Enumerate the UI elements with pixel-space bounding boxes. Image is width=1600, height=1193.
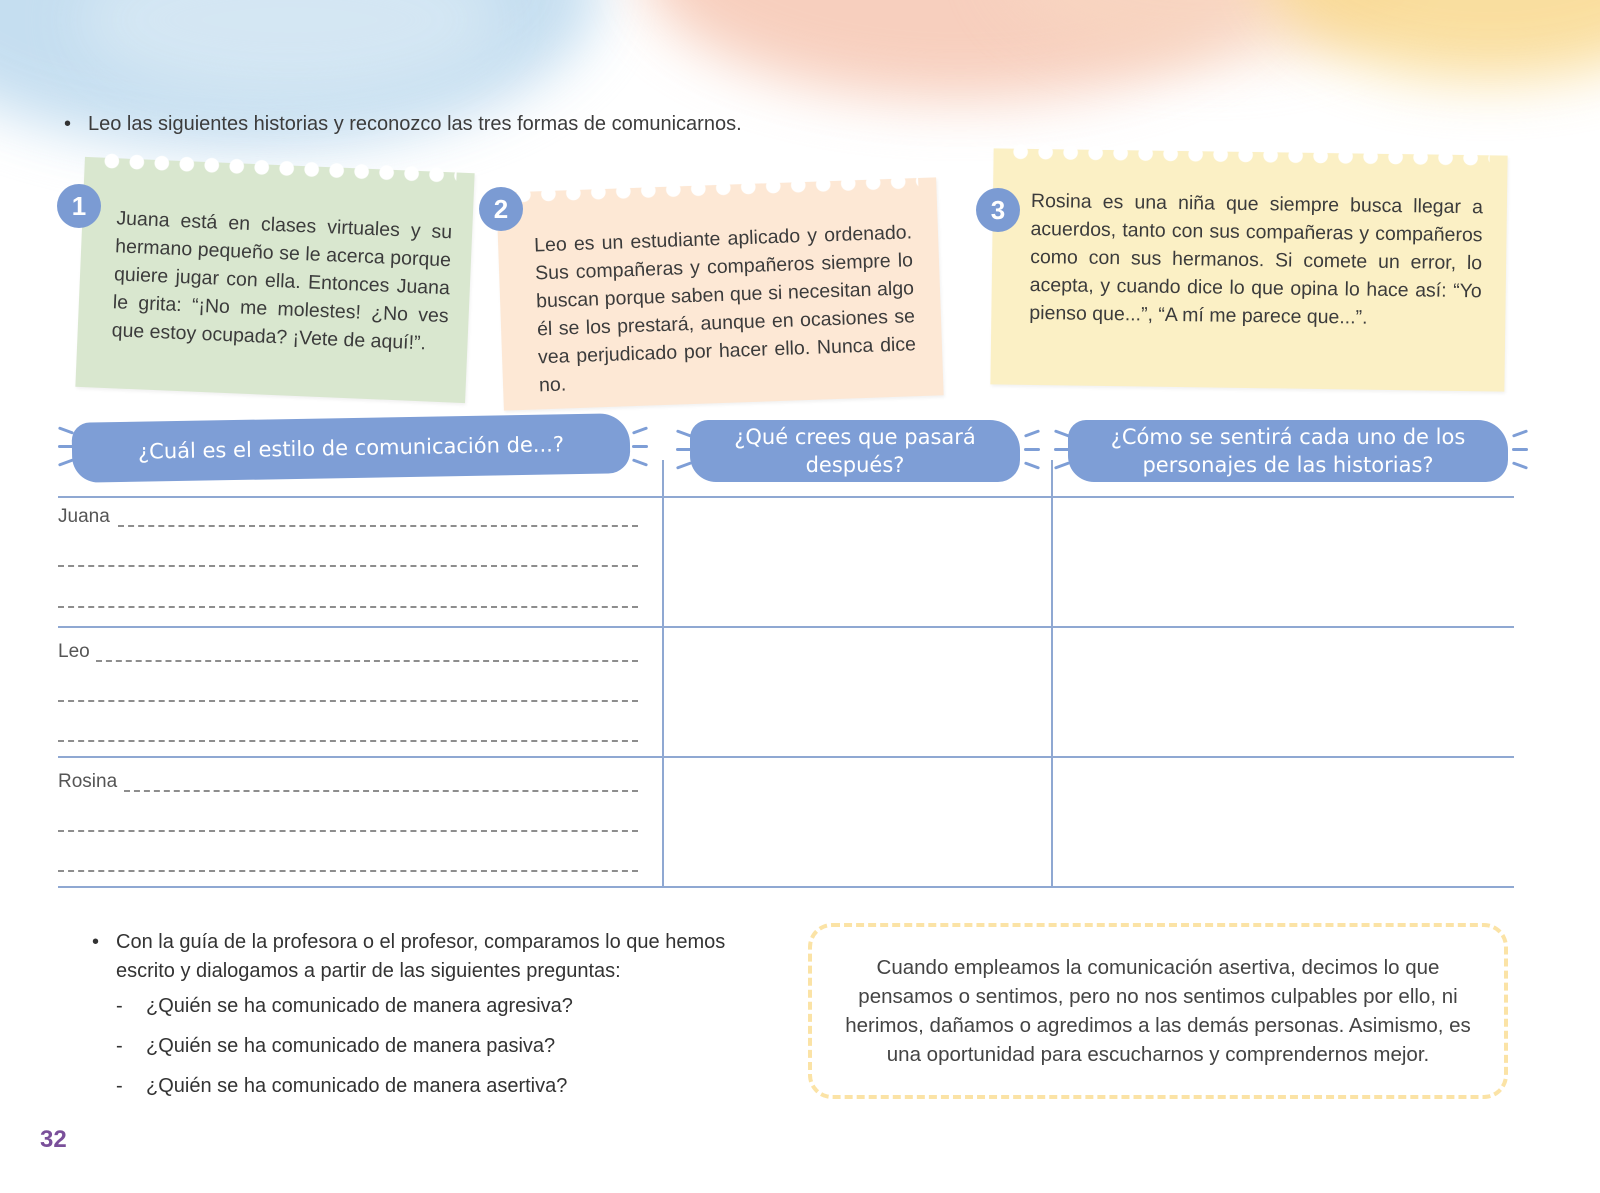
notebook-holes — [1011, 141, 1489, 170]
answer-cell-juana-feeling[interactable] — [1055, 500, 1511, 624]
answer-cell-juana-next[interactable] — [666, 500, 1048, 624]
answer-cell-rosina-next[interactable] — [666, 760, 1048, 884]
banner-ticks-right — [1024, 428, 1042, 472]
column-header-communication-style: ¿Cuál es el estilo de comunicación de...? — [72, 413, 631, 483]
answer-line-rosina-3[interactable] — [58, 870, 638, 872]
banner-ticks-right — [1512, 428, 1530, 472]
discussion-section — [116, 928, 776, 1112]
banner-ticks-right — [632, 425, 650, 469]
story-number-badge-3: 3 — [976, 188, 1020, 232]
table-column-divider — [1051, 460, 1053, 888]
discussion-question: - ¿Quién se ha comunicado de manera asertiva? — [116, 1072, 776, 1101]
page-number: 32 — [40, 1126, 67, 1153]
story-text-1: Juana está en clases virtuales y su hermano pequeño se le acerca porque quiere jugar con ella. Entonces Juana le grita: “¡No me molestes! ¿No ves que estoy ocupada? ¡Vete de aquí!”. — [111, 207, 453, 355]
answer-line-rosina-2[interactable] — [58, 830, 638, 832]
story-note-1 — [75, 157, 474, 403]
column-header-what-happens-next: ¿Qué crees que pasará después? — [690, 420, 1020, 482]
row-label-rosina: Rosina — [58, 771, 118, 792]
assertive-communication-callout — [808, 923, 1508, 1099]
callout-text: Cuando empleamos la comunicación asertiva, decimos lo que pensamos o sentimos, pero no nos sentimos culpables por ello, ni herimos, dañamos o agredimos a las demás personas. Asimismo, es una oportunidad para escucharnos y comprendernos mejor. — [845, 956, 1471, 1066]
notebook-holes — [102, 150, 457, 187]
table-column-divider — [662, 460, 664, 888]
discussion-question: - ¿Quién se ha comunicado de manera pasiva? — [116, 1032, 776, 1061]
answer-cell-leo-feeling[interactable] — [1055, 630, 1511, 754]
story-note-2 — [496, 177, 943, 410]
story-number-badge-1: 1 — [57, 184, 101, 228]
discussion-question-list — [116, 992, 776, 1101]
row-label-leo: Leo — [58, 641, 90, 662]
answer-line-leo-2[interactable] — [58, 700, 638, 702]
table-row-divider — [58, 756, 1514, 758]
discussion-prompt: • Con la guía de la profesora o el profesor, comparamos lo que hemos escrito y dialogamos a partir de las siguientes preguntas: — [116, 928, 776, 986]
notebook-holes — [514, 170, 919, 206]
answer-line-juana-1[interactable] — [118, 525, 638, 527]
story-number-badge-2: 2 — [479, 187, 523, 231]
table-bottom-border — [58, 886, 1514, 888]
table-row-divider — [58, 626, 1514, 628]
answer-cell-leo-next[interactable] — [666, 630, 1048, 754]
answer-cell-rosina-feeling[interactable] — [1055, 760, 1511, 884]
answer-line-juana-2[interactable] — [58, 565, 638, 567]
intro-instruction: • Leo las siguientes historias y reconozco las tres formas de comunicarnos. — [88, 113, 1600, 136]
answer-line-leo-1[interactable] — [96, 660, 638, 662]
table-top-border — [58, 496, 1514, 498]
answer-line-leo-3[interactable] — [58, 740, 638, 742]
story-note-3 — [990, 148, 1507, 391]
story-text-3: Rosina es una niña que siempre busca llegar a acuerdos, tanto con sus compañeras y compañeros como con sus hermanos. Si comete un error, lo acepta, y cuando dice lo que opina lo hace así: “Yo pienso que...”, “A mí me parece que...”. — [1029, 189, 1484, 329]
story-text-2: Leo es un estudiante aplicado y ordenado. Sus compañeras y compañeros siempre lo buscan porque saben que si necesitan algo él se los prestará, aunque en ocasiones se vea perjudicado por hacer ello. Nunca dice no. — [533, 221, 917, 397]
discussion-question: - ¿Quién se ha comunicado de manera agresiva? — [116, 992, 776, 1021]
row-label-juana: Juana — [58, 506, 110, 527]
answer-line-rosina-1[interactable] — [124, 790, 638, 792]
answer-line-juana-3[interactable] — [58, 606, 638, 608]
column-header-how-characters-feel: ¿Cómo se sentirá cada uno de los personajes de las historias? — [1068, 420, 1508, 482]
